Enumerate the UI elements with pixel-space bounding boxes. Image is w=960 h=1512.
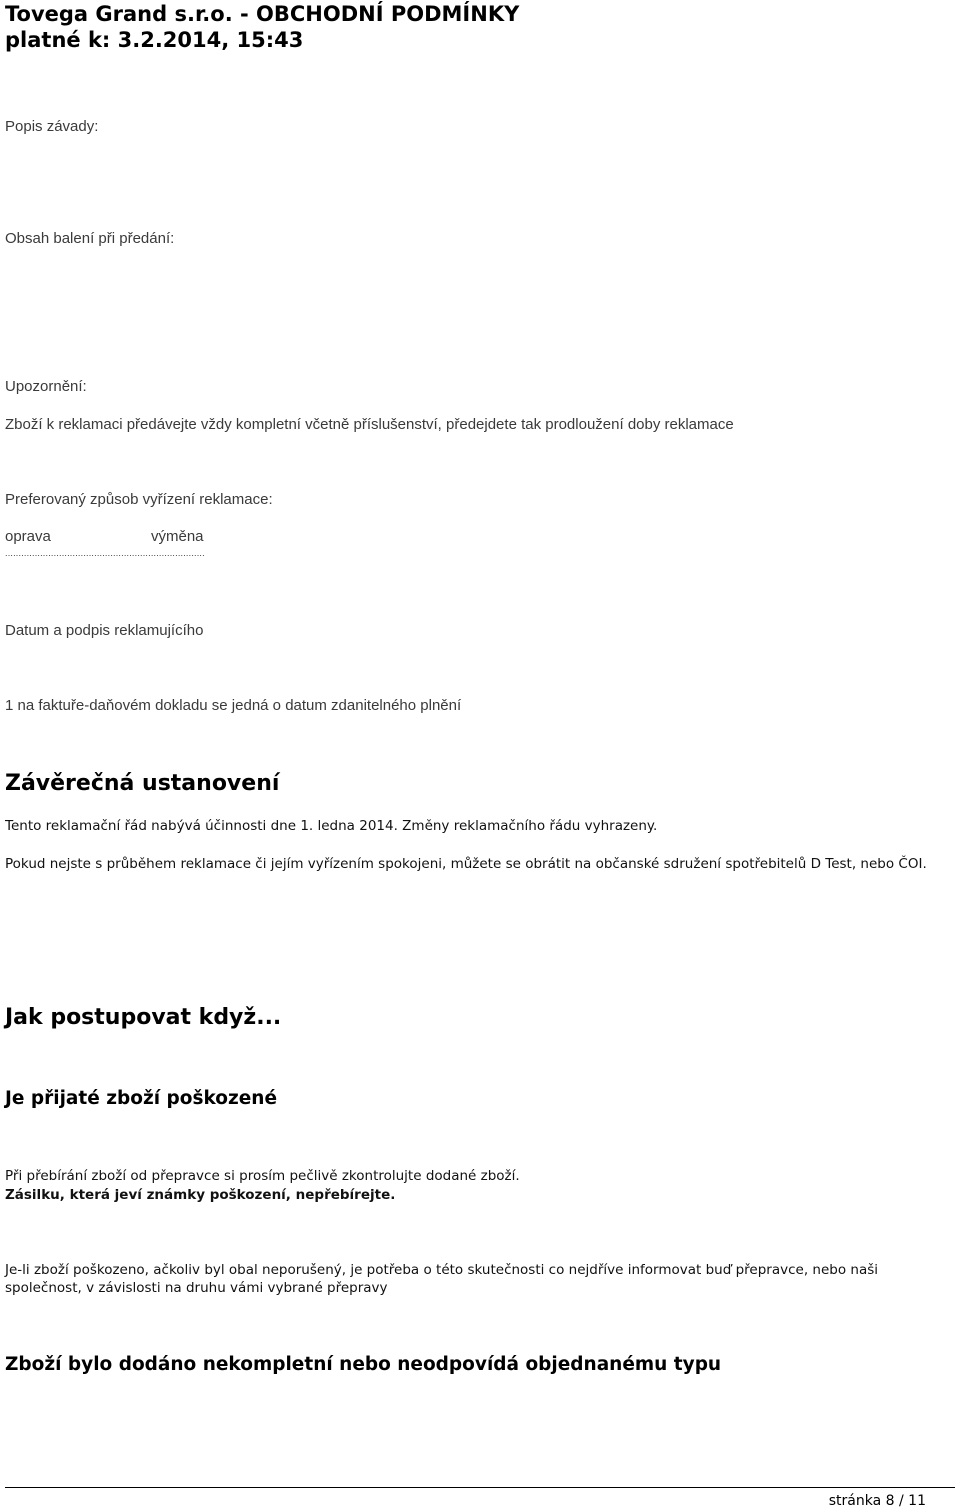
page-number: stránka 8 / 11 (828, 1493, 926, 1509)
validity-date: platné k: 3.2.2014, 15:43 (5, 28, 304, 52)
option-exchange: výměna (151, 528, 204, 545)
closing-paragraph-2: Pokud nejste s průběhem reklamace či jejím vyřízením spokojeni, můžete se obrátit na občanské sdružení spotřebitelů D Test, nebo ČOI. (5, 856, 927, 872)
footnote: 1 na faktuře-daňovém dokladu se jedná o datum zdanitelného plnění (5, 697, 462, 714)
option-repair: oprava (5, 528, 51, 545)
preferred-method-label: Preferovaný způsob vyřízení reklamace: (5, 491, 273, 508)
damaged-warning-bold: Zásilku, která jeví známky poškození, nepřebírejte. (5, 1187, 396, 1203)
damaged-heading: Je přijaté zboží poškozené (5, 1088, 278, 1109)
incomplete-heading: Zboží bylo dodáno nekompletní nebo neodpovídá objednanému typu (5, 1354, 722, 1375)
warning-label: Upozornění: (5, 378, 87, 395)
closing-heading: Závěrečná ustanovení (5, 771, 280, 796)
document-title: Tovega Grand s.r.o. - OBCHODNÍ PODMÍNKY (5, 2, 520, 26)
closing-paragraph-1: Tento reklamační řád nabývá účinnosti dne 1. ledna 2014. Změny reklamačního řádu vyhrazeny. (5, 818, 658, 834)
footer-divider (5, 1487, 955, 1488)
signature-dots: .......................................................................... (5, 548, 205, 558)
damaged-paragraph-1: Při přebírání zboží od přepravce si prosím pečlivě zkontrolujte dodané zboží. (5, 1168, 520, 1184)
warning-text: Zboží k reklamaci předávejte vždy kompletní včetně příslušenství, předejdete tak prodloužení doby reklamace (5, 416, 734, 433)
signature-label: Datum a podpis reklamujícího (5, 622, 204, 639)
howto-heading: Jak postupovat když... (5, 1005, 282, 1030)
damaged-paragraph-2: Je-li zboží poškozeno, ačkoliv byl obal neporušený, je potřeba o této skutečnosti co nejdříve informovat buď přepravce, nebo naši společnost, v závislosti na druhu vámi vybrané přepravy (5, 1262, 879, 1296)
package-label: Obsah balení při předání: (5, 230, 175, 247)
defect-label: Popis závady: (5, 118, 99, 135)
